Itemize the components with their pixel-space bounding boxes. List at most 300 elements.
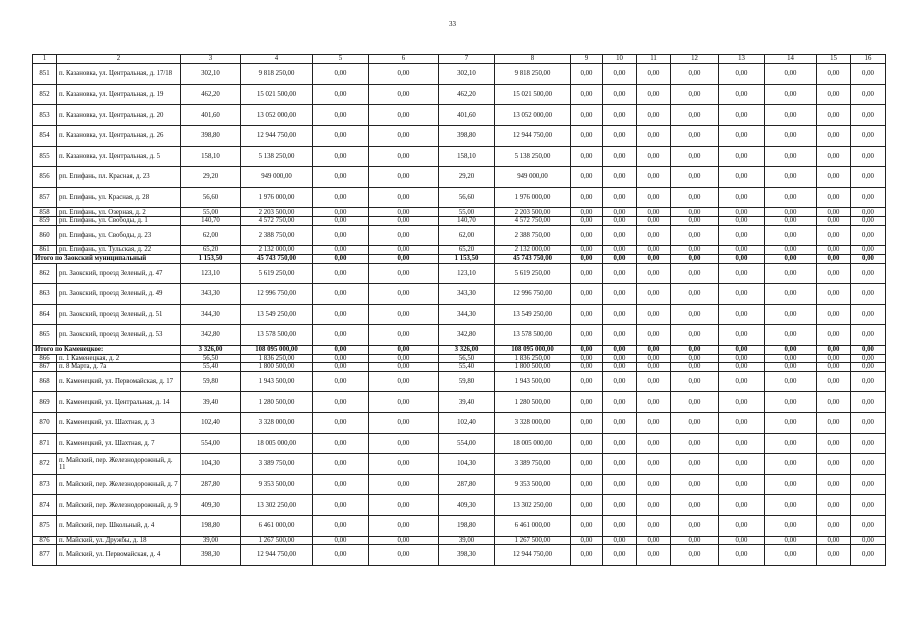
table-cell: 0,00 <box>817 64 851 85</box>
table-cell: 0,00 <box>313 363 369 372</box>
table-cell: 1 976 000,00 <box>241 187 313 208</box>
table-cell: 343,30 <box>181 284 241 305</box>
table-cell: 401,60 <box>181 105 241 126</box>
table-cell: 13 052 000,00 <box>495 105 571 126</box>
table-cell: 409,30 <box>181 495 241 516</box>
table-cell: 409,30 <box>439 495 495 516</box>
row-number: 853 <box>33 105 57 126</box>
table-cell: 0,00 <box>851 254 886 263</box>
table-cell: 102,40 <box>439 413 495 434</box>
table-cell: 0,00 <box>817 254 851 263</box>
table-cell: 0,00 <box>719 363 765 372</box>
table-cell: 0,00 <box>313 536 369 545</box>
table-cell: 0,00 <box>571 64 603 85</box>
table-cell: 2 132 000,00 <box>241 246 313 255</box>
table-cell: 0,00 <box>765 363 817 372</box>
table-cell: 0,00 <box>571 263 603 284</box>
table-cell: 0,00 <box>369 217 439 226</box>
table-cell: 0,00 <box>369 187 439 208</box>
table-cell: 13 578 500,00 <box>241 325 313 346</box>
table-cell: 0,00 <box>671 187 719 208</box>
table-cell: 1 280 500,00 <box>495 392 571 413</box>
table-cell: 0,00 <box>637 84 671 105</box>
table-cell: 0,00 <box>719 392 765 413</box>
table-cell: 0,00 <box>719 246 765 255</box>
address-cell: п. Майский, ул. Первомайская, д. 4 <box>57 545 181 566</box>
table-cell: 0,00 <box>765 433 817 454</box>
row-number: 855 <box>33 146 57 167</box>
column-header: 1 <box>33 55 57 64</box>
table-cell: 0,00 <box>851 363 886 372</box>
table-cell: 0,00 <box>671 433 719 454</box>
address-cell: п. Майский, пер. Железнодорожный, д. 9 <box>57 495 181 516</box>
table-cell: 949 000,00 <box>495 167 571 188</box>
table-cell: 0,00 <box>603 325 637 346</box>
row-number: 872 <box>33 454 57 475</box>
table-cell: 0,00 <box>571 363 603 372</box>
table-cell: 2 388 750,00 <box>241 225 313 246</box>
table-row <box>33 454 886 475</box>
table-cell: 0,00 <box>603 126 637 147</box>
table-cell: 0,00 <box>571 225 603 246</box>
table-cell: 0,00 <box>313 454 369 475</box>
table-cell: 0,00 <box>369 325 439 346</box>
table-cell: 13 302 250,00 <box>241 495 313 516</box>
table-cell: 0,00 <box>719 433 765 454</box>
row-number: 871 <box>33 433 57 454</box>
table-cell: 0,00 <box>603 246 637 255</box>
column-header: 14 <box>765 55 817 64</box>
table-cell: 12 944 750,00 <box>241 126 313 147</box>
table-cell: 0,00 <box>851 217 886 226</box>
table-cell: 0,00 <box>637 363 671 372</box>
table-cell: 0,00 <box>851 545 886 566</box>
table-row <box>33 354 886 363</box>
table-cell: 0,00 <box>369 105 439 126</box>
row-number: 860 <box>33 225 57 246</box>
table-row <box>33 225 886 246</box>
table-cell: 0,00 <box>851 187 886 208</box>
table-cell: 0,00 <box>671 284 719 305</box>
table-cell: 0,00 <box>571 536 603 545</box>
table-cell: 104,30 <box>181 454 241 475</box>
table-cell: 0,00 <box>571 284 603 305</box>
table-cell: 0,00 <box>603 84 637 105</box>
table-cell: 0,00 <box>719 536 765 545</box>
row-number: 867 <box>33 363 57 372</box>
table-cell: 0,00 <box>603 454 637 475</box>
table-cell: 0,00 <box>637 146 671 167</box>
table-cell: 59,80 <box>181 371 241 392</box>
column-header: 10 <box>603 55 637 64</box>
row-number: 868 <box>33 371 57 392</box>
table-cell: 0,00 <box>671 495 719 516</box>
table-cell: 0,00 <box>603 495 637 516</box>
column-header: 15 <box>817 55 851 64</box>
table-cell: 0,00 <box>671 474 719 495</box>
table-cell: 0,00 <box>851 208 886 217</box>
table-cell: 0,00 <box>637 433 671 454</box>
table-cell: 0,00 <box>637 105 671 126</box>
table-cell: 0,00 <box>851 246 886 255</box>
table-cell: 4 572 750,00 <box>241 217 313 226</box>
table-cell: 398,30 <box>181 545 241 566</box>
table-cell: 342,80 <box>439 325 495 346</box>
table-cell: 0,00 <box>369 167 439 188</box>
table-cell: 0,00 <box>637 545 671 566</box>
table-cell: 0,00 <box>571 433 603 454</box>
table-cell: 0,00 <box>817 545 851 566</box>
table-row <box>33 84 886 105</box>
table-cell: 5 138 250,00 <box>241 146 313 167</box>
table-cell: 0,00 <box>765 225 817 246</box>
table-cell: 0,00 <box>603 474 637 495</box>
table-cell: 0,00 <box>313 433 369 454</box>
table-cell: 39,40 <box>181 392 241 413</box>
table-cell: 0,00 <box>313 325 369 346</box>
table-cell: 0,00 <box>571 345 603 354</box>
table-cell: 0,00 <box>817 146 851 167</box>
table-cell: 13 302 250,00 <box>495 495 571 516</box>
table-cell: 0,00 <box>603 354 637 363</box>
table-cell: 0,00 <box>369 433 439 454</box>
table-cell: 0,00 <box>571 187 603 208</box>
table-cell: 0,00 <box>719 225 765 246</box>
table-cell: 9 818 250,00 <box>495 64 571 85</box>
table-cell: 0,00 <box>851 354 886 363</box>
table-cell: 0,00 <box>719 263 765 284</box>
table-cell: 0,00 <box>817 304 851 325</box>
address-cell: рп. Заокский, проезд Зеленый, д. 49 <box>57 284 181 305</box>
table-cell: 0,00 <box>369 284 439 305</box>
table-cell: 398,30 <box>439 545 495 566</box>
table-cell: 302,10 <box>439 64 495 85</box>
table-cell: 0,00 <box>313 225 369 246</box>
table-cell: 0,00 <box>719 495 765 516</box>
table-cell: 0,00 <box>765 187 817 208</box>
table-cell: 0,00 <box>369 413 439 434</box>
table-row <box>33 536 886 545</box>
table-cell: 0,00 <box>313 126 369 147</box>
row-number: 870 <box>33 413 57 434</box>
table-cell: 104,30 <box>439 454 495 475</box>
row-number: 873 <box>33 474 57 495</box>
table-cell: 59,80 <box>439 371 495 392</box>
table-cell: 0,00 <box>817 284 851 305</box>
row-number: 869 <box>33 392 57 413</box>
table-cell: 0,00 <box>369 84 439 105</box>
table-cell: 0,00 <box>313 371 369 392</box>
table-cell: 0,00 <box>369 246 439 255</box>
table-cell: 401,60 <box>439 105 495 126</box>
address-cell: п. Майский, ул. Дружбы, д. 18 <box>57 536 181 545</box>
table-cell: 0,00 <box>851 146 886 167</box>
table-cell: 0,00 <box>719 454 765 475</box>
table-cell: 6 461 000,00 <box>241 516 313 537</box>
table-cell: 0,00 <box>637 304 671 325</box>
row-number: 857 <box>33 187 57 208</box>
row-number: 866 <box>33 354 57 363</box>
table-cell: 0,00 <box>765 254 817 263</box>
table-cell: 0,00 <box>671 454 719 475</box>
page-number: 33 <box>449 20 456 28</box>
table-cell: 0,00 <box>369 354 439 363</box>
table-cell: 13 549 250,00 <box>495 304 571 325</box>
table-cell: 0,00 <box>369 345 439 354</box>
table-cell: 0,00 <box>313 84 369 105</box>
table-cell: 0,00 <box>765 208 817 217</box>
table-row <box>33 146 886 167</box>
table-cell: 0,00 <box>637 64 671 85</box>
table-row <box>33 413 886 434</box>
column-header: 9 <box>571 55 603 64</box>
table-cell: 3 328 000,00 <box>495 413 571 434</box>
table-cell: 1 943 500,00 <box>495 371 571 392</box>
table-cell: 65,20 <box>181 246 241 255</box>
table-cell: 1 836 250,00 <box>241 354 313 363</box>
table-cell: 0,00 <box>637 392 671 413</box>
table-cell: 0,00 <box>851 167 886 188</box>
table-cell: 0,00 <box>571 146 603 167</box>
table-cell: 0,00 <box>671 392 719 413</box>
table-cell: 0,00 <box>851 345 886 354</box>
row-number: 874 <box>33 495 57 516</box>
address-cell: п. 1 Каменецкая, д. 2 <box>57 354 181 363</box>
address-cell: рп. Заокский, проезд Зеленый, д. 51 <box>57 304 181 325</box>
table-cell: 0,00 <box>603 217 637 226</box>
table-cell: 0,00 <box>603 392 637 413</box>
table-cell: 0,00 <box>765 284 817 305</box>
table-cell: 39,40 <box>439 392 495 413</box>
table-cell: 0,00 <box>765 64 817 85</box>
table-cell: 0,00 <box>817 371 851 392</box>
table-cell: 0,00 <box>313 516 369 537</box>
table-cell: 0,00 <box>817 225 851 246</box>
address-cell: п. Казановка, ул. Центральная, д. 19 <box>57 84 181 105</box>
table-row <box>33 246 886 255</box>
table-cell: 0,00 <box>817 345 851 354</box>
table-cell: 0,00 <box>637 536 671 545</box>
table-cell: 0,00 <box>851 413 886 434</box>
table-cell: 0,00 <box>637 354 671 363</box>
table-cell: 0,00 <box>851 433 886 454</box>
table-cell: 0,00 <box>765 217 817 226</box>
table-cell: 0,00 <box>719 325 765 346</box>
table-cell: 0,00 <box>719 354 765 363</box>
table-cell: 0,00 <box>369 146 439 167</box>
table-cell: 0,00 <box>313 413 369 434</box>
table-cell: 0,00 <box>765 84 817 105</box>
table-cell: 0,00 <box>369 254 439 263</box>
table-cell: 0,00 <box>313 217 369 226</box>
table-cell: 0,00 <box>817 354 851 363</box>
table-cell: 4 572 750,00 <box>495 217 571 226</box>
table-cell: 0,00 <box>369 304 439 325</box>
table-cell: 0,00 <box>571 392 603 413</box>
table-cell: 0,00 <box>671 371 719 392</box>
table-cell: 39,00 <box>439 536 495 545</box>
table-cell: 0,00 <box>313 392 369 413</box>
table-cell: 2 203 500,00 <box>495 208 571 217</box>
column-header: 16 <box>851 55 886 64</box>
table-row <box>33 105 886 126</box>
table-cell: 0,00 <box>851 495 886 516</box>
table-cell: 0,00 <box>603 187 637 208</box>
table-cell: 0,00 <box>603 208 637 217</box>
table-cell: 0,00 <box>765 325 817 346</box>
address-cell: п. Казановка, ул. Центральная, д. 17/18 <box>57 64 181 85</box>
address-cell: рп. Епифань, пл. Красная, д. 23 <box>57 167 181 188</box>
table-cell: 554,00 <box>439 433 495 454</box>
table-cell: 108 095 000,00 <box>241 345 313 354</box>
table-cell: 0,00 <box>637 254 671 263</box>
row-number: 875 <box>33 516 57 537</box>
table-cell: 0,00 <box>817 84 851 105</box>
table-cell: 0,00 <box>851 516 886 537</box>
address-cell: п. Казановка, ул. Центральная, д. 5 <box>57 146 181 167</box>
table-cell: 12 996 750,00 <box>495 284 571 305</box>
table-row <box>33 392 886 413</box>
table-cell: 2 388 750,00 <box>495 225 571 246</box>
table-cell: 1 153,50 <box>439 254 495 263</box>
table-cell: 0,00 <box>369 392 439 413</box>
table-cell: 62,00 <box>181 225 241 246</box>
table-cell: 55,00 <box>439 208 495 217</box>
table-cell: 29,20 <box>439 167 495 188</box>
row-number: 852 <box>33 84 57 105</box>
table-cell: 0,00 <box>765 371 817 392</box>
table-cell: 0,00 <box>603 254 637 263</box>
table-cell: 0,00 <box>637 167 671 188</box>
row-number: 861 <box>33 246 57 255</box>
table-cell: 0,00 <box>369 536 439 545</box>
column-header: 2 <box>57 55 181 64</box>
table-row <box>33 263 886 284</box>
table-cell: 5 619 250,00 <box>495 263 571 284</box>
table-cell: 0,00 <box>313 474 369 495</box>
table-cell: 0,00 <box>719 217 765 226</box>
table-cell: 18 005 000,00 <box>495 433 571 454</box>
table-cell: 0,00 <box>817 433 851 454</box>
address-cell: п. Майский, пер. Железнодорожный, д. 11 <box>57 454 181 475</box>
table-cell: 0,00 <box>603 516 637 537</box>
table-row <box>33 304 886 325</box>
table-cell: 0,00 <box>719 146 765 167</box>
table-cell: 0,00 <box>369 371 439 392</box>
table-cell: 0,00 <box>313 146 369 167</box>
table-cell: 3 328 000,00 <box>241 413 313 434</box>
table-cell: 0,00 <box>719 254 765 263</box>
table-cell: 0,00 <box>817 246 851 255</box>
table-cell: 65,20 <box>439 246 495 255</box>
table-cell: 0,00 <box>851 304 886 325</box>
table-cell: 0,00 <box>765 474 817 495</box>
row-number: 854 <box>33 126 57 147</box>
table-cell: 158,10 <box>439 146 495 167</box>
table-cell: 3 389 750,00 <box>495 454 571 475</box>
table-cell: 18 005 000,00 <box>241 433 313 454</box>
table-cell: 0,00 <box>671 84 719 105</box>
table-cell: 123,10 <box>439 263 495 284</box>
table-cell: 0,00 <box>817 363 851 372</box>
table-cell: 0,00 <box>603 263 637 284</box>
table-cell: 0,00 <box>369 474 439 495</box>
table-cell: 0,00 <box>719 304 765 325</box>
table-cell: 0,00 <box>765 345 817 354</box>
table-cell: 0,00 <box>719 187 765 208</box>
register-table <box>32 54 886 566</box>
table-cell: 0,00 <box>671 545 719 566</box>
address-cell: п. Каменецкий, ул. Центральная, д. 14 <box>57 392 181 413</box>
table-cell: 0,00 <box>313 105 369 126</box>
column-header: 4 <box>241 55 313 64</box>
table-cell: 123,10 <box>181 263 241 284</box>
table-cell: 0,00 <box>313 246 369 255</box>
table-cell: 398,80 <box>181 126 241 147</box>
table-cell: 56,60 <box>181 187 241 208</box>
table-cell: 344,30 <box>181 304 241 325</box>
table-cell: 0,00 <box>603 536 637 545</box>
table-cell: 0,00 <box>571 208 603 217</box>
table-cell: 0,00 <box>671 105 719 126</box>
table-cell: 0,00 <box>671 217 719 226</box>
table-cell: 0,00 <box>851 225 886 246</box>
table-cell: 0,00 <box>571 254 603 263</box>
table-cell: 0,00 <box>313 284 369 305</box>
table-cell: 0,00 <box>765 392 817 413</box>
table-cell: 0,00 <box>817 413 851 434</box>
column-header: 12 <box>671 55 719 64</box>
table-cell: 0,00 <box>765 105 817 126</box>
table-cell: 1 800 500,00 <box>241 363 313 372</box>
table-cell: 0,00 <box>817 167 851 188</box>
table-cell: 29,20 <box>181 167 241 188</box>
table-cell: 13 052 000,00 <box>241 105 313 126</box>
table-cell: 12 944 750,00 <box>495 126 571 147</box>
table-cell: 9 818 250,00 <box>241 64 313 85</box>
row-number: 851 <box>33 64 57 85</box>
table-row <box>33 64 886 85</box>
table-cell: 0,00 <box>851 392 886 413</box>
table-cell: 3 326,00 <box>439 345 495 354</box>
table-cell: 0,00 <box>719 474 765 495</box>
table-cell: 0,00 <box>603 345 637 354</box>
table-cell: 1 267 500,00 <box>241 536 313 545</box>
table-cell: 0,00 <box>571 495 603 516</box>
address-cell: п. Казановка, ул. Центральная, д. 26 <box>57 126 181 147</box>
table-cell: 0,00 <box>313 354 369 363</box>
address-cell: рп. Епифань, ул. Красная, д. 28 <box>57 187 181 208</box>
table-cell: 0,00 <box>817 495 851 516</box>
address-cell: п. Каменецкий, ул. Шахтная, д. 7 <box>57 433 181 454</box>
table-cell: 0,00 <box>817 263 851 284</box>
table-row <box>33 433 886 454</box>
table-cell: 0,00 <box>817 516 851 537</box>
table-cell: 0,00 <box>817 325 851 346</box>
table-cell: 0,00 <box>817 208 851 217</box>
table-cell: 140,70 <box>439 217 495 226</box>
table-cell: 1 976 000,00 <box>495 187 571 208</box>
row-number: 865 <box>33 325 57 346</box>
table-cell: 0,00 <box>369 208 439 217</box>
table-cell: 0,00 <box>719 545 765 566</box>
table-cell: 0,00 <box>313 208 369 217</box>
table-cell: 0,00 <box>369 64 439 85</box>
table-cell: 0,00 <box>851 284 886 305</box>
table-cell: 0,00 <box>571 126 603 147</box>
table-cell: 55,40 <box>181 363 241 372</box>
table-cell: 0,00 <box>851 64 886 85</box>
